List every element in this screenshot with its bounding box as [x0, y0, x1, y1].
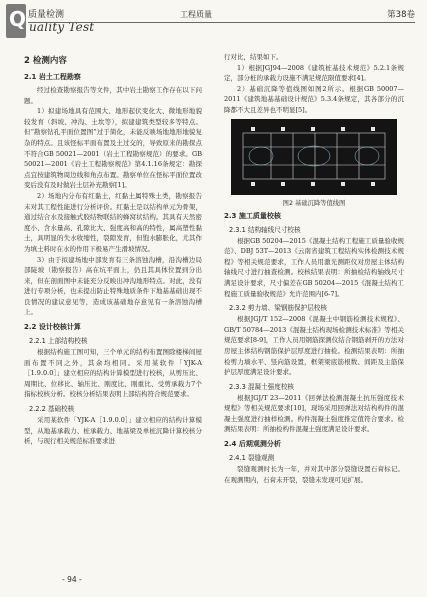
right-column	[224, 52, 404, 485]
subsubsection-title: 2.2.1 上部结构校核	[29, 337, 88, 346]
paragraph: 1）拟建场地具有范围大、地形起伏变化大、微地形地貌较发育（斜坡、冲沟、土坎等），拟建建筑类型较多等特点。但“勘察钻孔平面位置图”过于简化，未能反映场地地形地貌复杂的特点。且该怪标平面布置及土过交的，导致原来的勘探点不符合GB 50021—2001（岩土工程勘察规范）的要求。GB 50021—2001《岩土工程勘察规范》第4.1.16条规定：勘探点宜按建筑物周边线和角点布置。勘察单位在怪标平面位置改变后没有及时做岩土层补充勘察[1]。	[24, 107, 202, 190]
subsubsection-title: 2.3.2 剪力墙、梁钢筋保护层校核	[229, 304, 327, 313]
subsubsection-title: 2.3.3 混凝土强度校核	[229, 382, 295, 391]
paragraph: 根据GB 50204—2015《混凝土结构工程施工质量验收规范》、DBJ 53T—2013《云南省建筑工程结构实体检测技术规程》等相关规范要求，工作人员用激光测距仪对房屋主体结构轴线尺寸进行抽查检测。校核结果表明：所抽检结构轴线尺寸满足设计要求，尺寸偏差在GB 50204—2015《混凝土结构工程施工质量验收规范》允许范围内[6-7]。	[224, 236, 404, 298]
settlement-contour-figure	[231, 119, 397, 195]
q-logo-icon: Q	[9, 7, 27, 31]
subsection-title: 2.1 岩土工程勘察	[24, 73, 81, 81]
paragraph: 经过检查勘察报告等文件，其中岩土勘察工作存在以下问题。	[24, 86, 202, 105]
paragraph: 采用某软件「YJK-A［1.9.0.0］」建立相应的结构计算模型，从地基承载力、桩承载力、地基梁及单桩沉降计算校核分析，与现行相关规范标准要求进	[24, 416, 202, 446]
header-rule	[28, 22, 415, 23]
subsection-title: 2.4 后期观测分析	[224, 440, 281, 449]
journal-title-cn: 质量检测	[28, 10, 65, 20]
subsubsection-title: 2.3.1 结构轴线尺寸校核	[229, 225, 301, 234]
page-header	[0, 0, 427, 44]
paragraph: 根据JGJ/T 152—2008《混凝土中钢筋检测技术规程》、GB/T 50784—2013《混凝土结构现场检测技术标准》等相关规范要求[8-9]，工作人员用钢筋探测仪结合钢筋剥开的方法对房屋主体结构钢筋保护层厚度进行抽检。检测结果表明：所抽检剪力墙水平、竖向筋设置，框架梁底筋根数、间距及主筋保护层厚度满足设计要求。	[224, 315, 404, 377]
paragraph: 行对比，结果如下。	[224, 53, 283, 61]
journal-title-en: uality Test	[29, 20, 95, 34]
figure-caption: 图2 基础沉降等值线图	[282, 199, 346, 207]
paragraph: 根据JGJ/T 23—2011《回弹法检测混凝土抗压强度技术规程》等相关规范要求[10]，现场采用回弹法对结构构件的混凝土强度进行抽样检测。构件混凝土强度推定值符合要求。检测结果表明：所抽检构件混凝土强度满足设计要求。	[224, 393, 404, 434]
section-title: 2 检测内容	[24, 56, 67, 66]
paragraph: 根据结构施工图可知，三个单元的结构布置图除楼梯间屋面布置不同之外，其余均相同。采用某软件「YJK-A［1.9.0.0］」建立相应的结构计算模型进行校核，从剪压比、周期比、位移比、轴压比、刚度比、刚重比、受剪承载力7个指标校核分析。校核分析结果表明上部结构符合规范要求。	[24, 348, 202, 399]
volume-label: 第38卷	[387, 10, 415, 20]
paragraph: 1）根据JGJ94—2008《建筑桩基技术规范》5.2.1条规定，部分桩的承载力设施不满足规范限值要求[4]。	[224, 63, 404, 83]
subsubsection-title: 2.2.2 基础校核	[29, 405, 75, 414]
paragraph: 裂缝观测时长为一年，并对其中部分裂缝设置石膏标记。在观测期内，石膏未开裂，裂缝未发现可见扩展。	[224, 465, 404, 484]
paragraph: 2）基础沉降等值线图如图2所示。根据GB 50007—2011《建筑地基基础设计规范》5.3.4条规定，其各部分的沉降都不大且差异也不明显[5]。	[224, 84, 404, 114]
page-number: - 94 -	[62, 575, 82, 584]
section-name: 工程质量	[180, 10, 212, 19]
paragraph: 2）场地内分布有红黏土，红黏土属特殊土类，勘察报告未对其工程性能进行分析评价。红黏土是以结构单元为骨架，通过结合水及接触式胶结物联结的蜂窝状结构。其具有天然密度小、含水量高、孔隙比大、强度高和高的特性，属高塑性黏土，具明显的失水收缩性，裂隙发育，但饱水膨胀化，尤其作为填土料时在水的作用下极易产生滑坡情况。	[24, 191, 202, 253]
subsubsection-title: 2.4.1 裂缝观测	[229, 454, 275, 463]
subsection-title: 2.2 设计校核计算	[24, 323, 81, 332]
left-column	[24, 52, 202, 447]
contour-drawing	[231, 119, 397, 195]
subsection-title: 2.3 施工质量校核	[224, 211, 281, 220]
paragraph: 3）由于拟建场地中部发育有三条溶蚀沟槽，沿沟槽边局部陡坡（勘察报告）高在坑平面上，仍且其具体位置到分出来，但在剖面图中未能充分反映出冲沟地形特点。对此，没有进行专项分析，也未提出防止特殊地质条件下地基基础出现不良情况的建议意见等，造成该基础地存意见有一条溶蚀沟槽上。	[24, 255, 202, 317]
